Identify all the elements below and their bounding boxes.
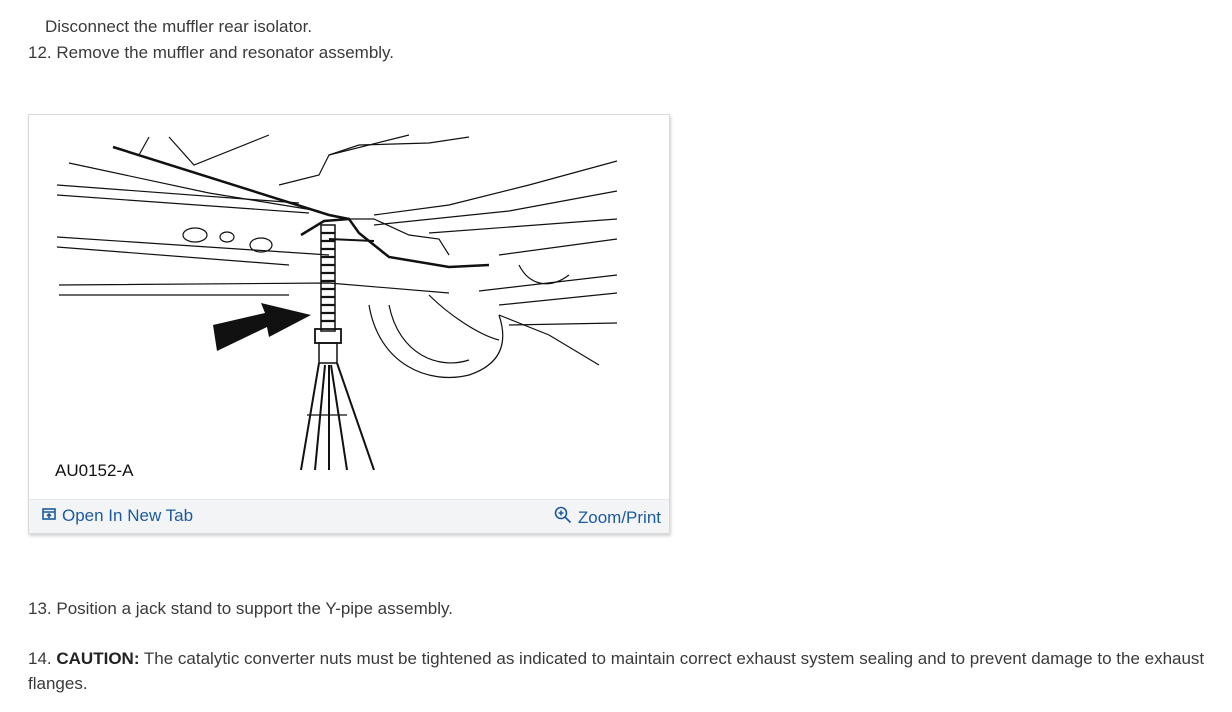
- step-13-number: 13.: [28, 599, 52, 618]
- step-12: [28, 40, 394, 65]
- step-12-text: Remove the muffler and resonator assembly.: [51, 43, 395, 62]
- step-14-number: 14.: [28, 649, 52, 668]
- step-14-text: The catalytic converter nuts must be tightened as indicated to maintain correct exhaust system sealing and to prevent damage to the exhaust flanges.: [28, 649, 1205, 693]
- jack-stand-illustration: [29, 115, 669, 500]
- figure-caption: AU0152-A: [55, 461, 134, 480]
- zoom-in-icon: [554, 506, 572, 529]
- zoom-print-link[interactable]: [554, 506, 661, 529]
- zoom-print-label: Zoom/Print: [577, 507, 661, 527]
- figure-panel: [28, 114, 670, 534]
- step-14: [28, 646, 1208, 696]
- open-in-new-tab-label: Open In New Tab: [62, 506, 194, 525]
- figure-toolbar: [29, 499, 669, 533]
- step-13: [28, 596, 453, 621]
- step-13-text: Position a jack stand to support the Y-pipe assembly.: [51, 599, 453, 618]
- substep-text: Disconnect the muffler rear isolator.: [45, 17, 313, 36]
- open-new-tab-icon: [42, 506, 56, 526]
- caution-label: CAUTION:: [56, 649, 140, 668]
- step-12-number: 12.: [28, 43, 52, 62]
- open-in-new-tab-link[interactable]: [42, 506, 193, 526]
